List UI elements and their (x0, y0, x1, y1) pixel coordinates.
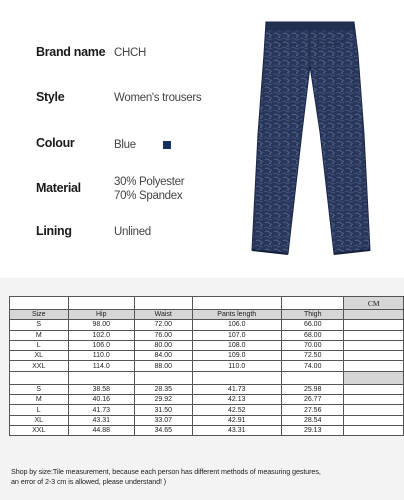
table-row (10, 351, 404, 361)
cell: 27.56 (281, 405, 344, 415)
cell: 108.0 (192, 340, 281, 350)
cell: 106.0 (192, 320, 281, 330)
cell: S (10, 320, 69, 330)
cell: XL (10, 415, 69, 425)
header-hip: Hip (68, 310, 134, 320)
header-pants-length: Pants length (192, 310, 281, 320)
header-waist: Waist (134, 310, 192, 320)
cell: 41.73 (68, 405, 134, 415)
cell: 84.00 (134, 351, 192, 361)
cell: 33.07 (134, 415, 192, 425)
cell: 43.31 (68, 415, 134, 425)
cell: 29.92 (134, 395, 192, 405)
unit-label: CM (344, 297, 404, 310)
cell: 28.54 (281, 415, 344, 425)
material-label: Material (36, 181, 81, 195)
cell: M (10, 330, 69, 340)
table-row (10, 425, 404, 435)
lining-value: Unlined (114, 226, 151, 238)
cell: 43.31 (192, 425, 281, 435)
cell: 74.00 (281, 361, 344, 371)
cell: 42.13 (192, 395, 281, 405)
cell: 25.98 (281, 384, 344, 394)
cell: 42.52 (192, 405, 281, 415)
header-thigh: Thigh (281, 310, 344, 320)
table-row (10, 330, 404, 340)
cell: 26.77 (281, 395, 344, 405)
cell: 70.00 (281, 340, 344, 350)
cell: 110.0 (192, 361, 281, 371)
cell: 98.00 (68, 320, 134, 330)
measurement-note (11, 467, 401, 487)
cell: 102.0 (68, 330, 134, 340)
colour-swatch (163, 141, 171, 149)
header-row (10, 310, 404, 320)
cell: 44.88 (68, 425, 134, 435)
cell: 76.00 (134, 330, 192, 340)
cell: 88.00 (134, 361, 192, 371)
cell: 72.50 (281, 351, 344, 361)
cell: S (10, 384, 69, 394)
cell: XXL (10, 361, 69, 371)
cell: 109.0 (192, 351, 281, 361)
cell: 38.58 (68, 384, 134, 394)
cell: 40.16 (68, 395, 134, 405)
cell: 107.0 (192, 330, 281, 340)
cell: 114.0 (68, 361, 134, 371)
trousers-image (246, 14, 376, 258)
cell: M (10, 395, 69, 405)
note-line-2: an error of 2-3 cm is allowed, please understand! ) (11, 477, 167, 486)
cell: 72.00 (134, 320, 192, 330)
cell: 31.50 (134, 405, 192, 415)
cell: XL (10, 351, 69, 361)
unit-row (10, 297, 404, 310)
lining-label: Lining (36, 224, 72, 238)
table-row (10, 361, 404, 371)
note-line-1: Shop by size:Tile measurement, because each person has different methods of measuring gestures, (11, 467, 321, 476)
table-row (10, 405, 404, 415)
cell: 68.00 (281, 330, 344, 340)
brand-name-value: CHCH (114, 47, 147, 59)
cell: 28.35 (134, 384, 192, 394)
spacer-row (10, 371, 404, 384)
table-row (10, 415, 404, 425)
cell: 29.13 (281, 425, 344, 435)
material-value-1: 30% Polyester (114, 176, 185, 188)
cell: L (10, 405, 69, 415)
cell: 41.73 (192, 384, 281, 394)
cell: 34.65 (134, 425, 192, 435)
cell: XXL (10, 425, 69, 435)
cell: L (10, 340, 69, 350)
colour-label: Colour (36, 136, 75, 150)
cell: 110.0 (68, 351, 134, 361)
size-chart-table (9, 296, 404, 436)
header-size: Size (10, 310, 69, 320)
colour-value: Blue (114, 139, 136, 151)
style-label: Style (36, 90, 65, 104)
style-value: Women's trousers (114, 92, 202, 104)
material-value-2: 70% Spandex (114, 190, 183, 202)
table-row (10, 340, 404, 350)
table-row (10, 384, 404, 394)
table-row (10, 320, 404, 330)
brand-name-label: Brand name (36, 45, 106, 59)
cell: 42.91 (192, 415, 281, 425)
cell: 80.00 (134, 340, 192, 350)
table-row (10, 395, 404, 405)
cell: 66.00 (281, 320, 344, 330)
cell: 106.0 (68, 340, 134, 350)
